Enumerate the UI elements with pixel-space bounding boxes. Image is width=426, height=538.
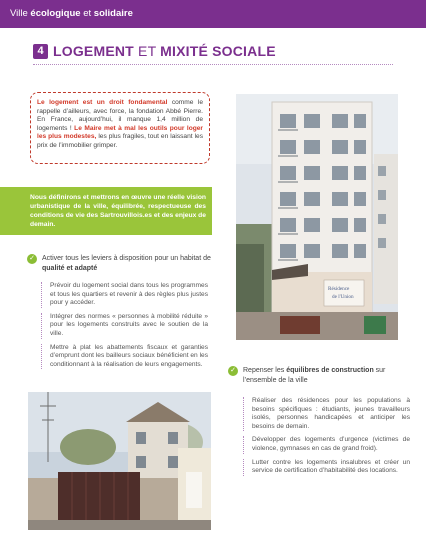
header-title: Ville écologique et solidaire — [10, 8, 133, 19]
house-illustration — [28, 392, 211, 530]
check-icon: ✓ — [27, 254, 37, 264]
intro-box: Le logement est un droit fondamental comme le rappelle d’ailleurs, avec force, la fondation Abbé Pierre. En France, aujourd’hui, il manque 1,4 million de logements ! Le Maire met à mal les outils pour loger les plus modestes, les plus fragiles, tout en laissant les prix de l’immobilier grimper. — [30, 92, 210, 164]
building-photo — [236, 94, 398, 340]
list-item: Intégrer des normes « personnes à mobilité réduite » pour les logements construits avec le soutien de la ville. — [41, 313, 210, 339]
list-item: Prévoir du logement social dans tous les programmes et tous les quartiers et revenir à des règles plus justes pour y accéder. — [41, 282, 210, 308]
building-illustration — [236, 94, 398, 340]
block1-lead: ✓ Activer tous les leviers à disposition pour un habitat de qualité et adapté — [27, 254, 217, 273]
commitment-box: Nous définirons et mettrons en œuvre une réelle vision urbanistique de la ville, équilibrée, respectueuse des conditions de vie des Sartrouvillois.es et des enjeux de demain. — [0, 187, 212, 235]
block2-lead: ✓ Repenser les équilibres de construction sur l’ensemble de la ville — [228, 366, 414, 385]
list-item: Réaliser des résidences pour les populations à besoins spécifiques : étudiants, jeunes travailleurs isolés, personnes handicapées et anticiper les besoins de demain. — [243, 397, 412, 431]
section-title-text: LOGEMENT ET MIXITÉ SOCIALE — [53, 43, 276, 59]
block1-bullets — [38, 282, 210, 374]
list-item: Développer des logements d’urgence (victimes de violence, gymnases en cas de grand froid). — [243, 436, 412, 453]
list-item: Mettre à plat les abattements fiscaux et garanties d’emprunt dont les bailleurs sociaux bénéficient en les conditionnant à la réalisation de leurs engagements. — [41, 344, 210, 370]
section-number: 4 — [33, 44, 48, 59]
check-icon: ✓ — [228, 366, 238, 376]
title-divider — [33, 64, 393, 65]
list-item: Lutter contre les logements insalubres et créer un service de certification d’habitabilité des locations. — [243, 459, 412, 476]
section-title — [33, 43, 276, 59]
sign-line2: de l'Union — [332, 294, 354, 300]
house-photo — [28, 392, 211, 530]
header-divider — [0, 28, 426, 30]
block2-bullets — [240, 397, 412, 481]
sign-line1: Résidence — [328, 286, 350, 292]
header-bar — [0, 0, 426, 28]
